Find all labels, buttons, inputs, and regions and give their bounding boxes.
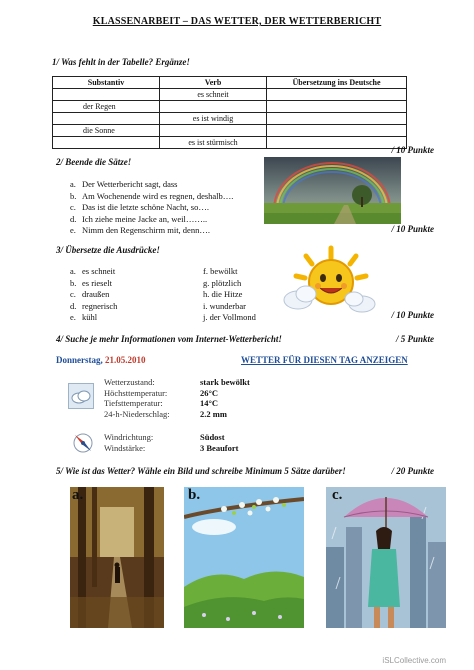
cloud-icon [68, 383, 94, 409]
table-cell[interactable]: es schneit [160, 89, 267, 101]
weather-label: Windrichtung: [104, 432, 154, 442]
forest-path-picture [70, 487, 164, 628]
weather-value: 2.2 mm [200, 408, 227, 419]
list-item: g. plötzlich [203, 277, 242, 288]
weather-label: Windstärke: [104, 442, 146, 453]
table-cell[interactable] [267, 113, 407, 125]
weather-value: 3 Beaufort [200, 442, 239, 453]
table-row [53, 113, 407, 125]
task1-heading: 1/ Was fehlt in der Tabelle? Ergänze! [52, 57, 190, 67]
list-item [70, 179, 270, 191]
weather-row [104, 443, 238, 454]
item-letter: b. [70, 277, 77, 288]
weather-date [56, 355, 146, 365]
picture-letter: c. [332, 487, 343, 503]
item-letter: c. [70, 202, 76, 212]
item-letter: b. [70, 190, 77, 201]
task4-points: / 5 Punkte [395, 334, 434, 344]
weather-row [104, 388, 250, 399]
item-text: Am Wochenende wird es regnen, deshalb…. [82, 190, 234, 201]
task2-list [70, 179, 270, 237]
table-cell[interactable] [267, 89, 407, 101]
list-item: i. wunderbar [203, 300, 246, 311]
weather-day: Donnerstag, [56, 355, 103, 365]
table-row [53, 101, 407, 113]
task5-points: / 20 Punkte [391, 466, 434, 476]
table-row [53, 137, 407, 149]
table-row [53, 125, 407, 137]
weather-value: Südost [200, 432, 225, 442]
column-header: Übersetzung ins Deutsche [267, 77, 407, 89]
task1-points: / 10 Punkte [391, 145, 434, 155]
table-cell[interactable] [267, 137, 407, 149]
weather-label: Tiefsttemperatur: [104, 398, 163, 408]
table-cell[interactable]: es ist windig [160, 113, 267, 125]
footer-watermark: iSLCollective.com [382, 656, 446, 665]
list-item [70, 289, 180, 301]
list-item [70, 312, 180, 324]
list-item [70, 266, 180, 278]
smiling-sun-picture [276, 244, 376, 320]
weather-label: Höchsttemperatur: [104, 387, 168, 398]
weather-row [104, 398, 250, 409]
task2-points: / 10 Punkte [391, 224, 434, 234]
item-letter: a. [70, 179, 76, 189]
weather-show-link[interactable]: WETTER FÜR DIESEN TAG ANZEIGEN [241, 355, 408, 365]
rainbow-landscape-picture [264, 157, 401, 224]
item-text: regnerisch [82, 300, 118, 311]
list-item: f. bewölkt [203, 266, 238, 276]
weather-row [104, 377, 250, 388]
picture-letter: b. [188, 487, 201, 503]
weather-label: 24-h-Niederschlag: [104, 408, 170, 419]
item-text: Ich ziehe meine Jacke an, weil…….. [82, 213, 208, 224]
picture-a [70, 487, 164, 628]
item-letter: d. [70, 213, 77, 224]
picture-b [184, 487, 304, 628]
item-text: es schneit [82, 266, 116, 276]
list-item: h. die Hitze [203, 289, 243, 299]
item-letter: e. [70, 312, 76, 322]
table-row [53, 89, 407, 101]
table-cell[interactable]: die Sonne [53, 125, 160, 137]
wind-details [104, 432, 238, 453]
wind-compass-icon [70, 430, 96, 456]
item-letter: e. [70, 225, 76, 235]
table-cell[interactable]: der Regen [53, 101, 160, 113]
item-text: draußen [82, 289, 110, 299]
task4-heading: 4/ Suche je mehr Informationen vom Internet-Wetterbericht! [56, 334, 282, 344]
picture-c [326, 487, 446, 628]
table-cell[interactable] [53, 113, 160, 125]
item-text: Das ist die letzte schöne Nacht, so…. [82, 202, 209, 212]
table-cell[interactable] [53, 89, 160, 101]
task3-heading: 3/ Übersetze die Ausdrücke! [56, 245, 160, 255]
list-item [70, 301, 180, 313]
rain-umbrella-picture [326, 487, 446, 628]
item-text: es rieselt [82, 277, 112, 288]
page-title: KLASSENARBEIT – DAS WETTER, DER WETTERBERICHT [92, 16, 382, 27]
weather-value: stark bewölkt [200, 377, 250, 387]
weather-value: 26°C [200, 387, 219, 398]
table-cell[interactable] [160, 101, 267, 113]
table-cell[interactable] [267, 125, 407, 137]
task5-heading: 5/ Wie ist das Wetter? Wähle ein Bild und schreibe Minimum 5 Sätze darüber! [56, 466, 346, 476]
list-item [70, 214, 270, 226]
item-letter: a. [70, 266, 76, 276]
table-cell[interactable]: es ist stürmisch [160, 137, 267, 149]
list-item [70, 225, 270, 237]
weather-label: Wetterzustand: [104, 377, 155, 387]
list-item [70, 278, 180, 290]
table-cell[interactable] [267, 101, 407, 113]
weather-value: 14°C [200, 398, 219, 408]
spring-meadow-picture [184, 487, 304, 628]
item-letter: d. [70, 300, 77, 311]
table-cell[interactable] [53, 137, 160, 149]
column-header: Substantiv [53, 77, 160, 89]
task2-heading: 2/ Beende die Sätze! [56, 157, 132, 167]
task3-points: / 10 Punkte [391, 310, 434, 320]
task3-left-list [70, 266, 180, 324]
list-item [70, 202, 270, 214]
item-text: Nimm den Regenschirm mit, denn…. [82, 225, 210, 235]
table-header-row [53, 77, 407, 89]
item-text: Der Wetterbericht sagt, dass [82, 179, 178, 189]
item-letter: c. [70, 289, 76, 299]
table-cell[interactable] [160, 125, 267, 137]
weather-date-value: 21.05.2010 [105, 355, 146, 365]
list-item: j. der Vollmond [203, 312, 256, 322]
picture-letter: a. [72, 487, 84, 503]
weather-row [104, 432, 238, 443]
item-text: kühl [82, 312, 98, 322]
list-item [70, 191, 270, 203]
weather-details [104, 377, 250, 419]
column-header: Verb [160, 77, 267, 89]
vocabulary-table [52, 76, 407, 149]
weather-row [104, 409, 250, 420]
